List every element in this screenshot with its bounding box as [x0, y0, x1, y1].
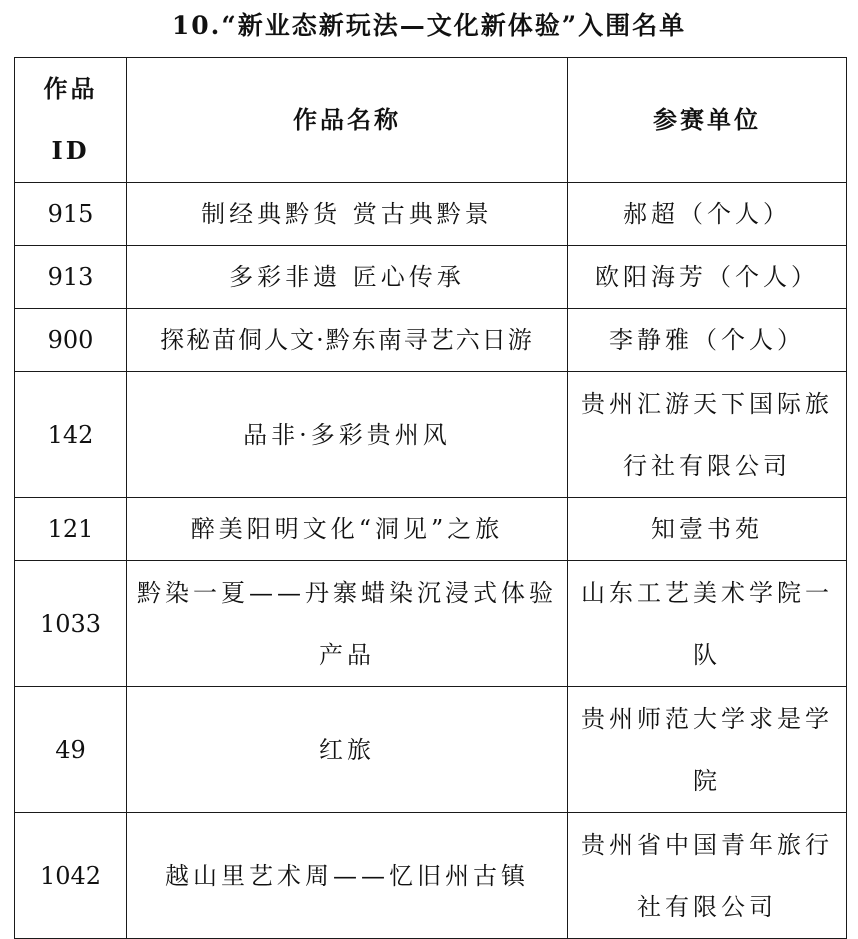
cell-work-id: 1042	[15, 813, 127, 939]
cell-work-name: 多彩非遗 匠心传承	[127, 246, 568, 309]
table-row	[15, 372, 847, 498]
table-row	[15, 246, 847, 309]
cell-work-name: 越山里艺术周——忆旧州古镇	[127, 813, 568, 939]
cell-work-name: 黔染一夏——丹寨蜡染沉浸式体验产品	[127, 561, 568, 687]
cell-work-name: 制经典黔货 赏古典黔景	[127, 183, 568, 246]
table-row	[15, 687, 847, 813]
cell-work-name: 品非·多彩贵州风	[127, 372, 568, 498]
cell-work-id: 915	[15, 183, 127, 246]
cell-entrant-unit: 郝超（个人）	[568, 183, 847, 246]
cell-work-name: 探秘苗侗人文·黔东南寻艺六日游	[127, 309, 568, 372]
table-row	[15, 498, 847, 561]
table-row	[15, 309, 847, 372]
cell-work-id: 121	[15, 498, 127, 561]
table-row	[15, 183, 847, 246]
cell-work-name: 红旅	[127, 687, 568, 813]
cell-entrant-unit: 知壹书苑	[568, 498, 847, 561]
table-header-row	[15, 58, 847, 183]
shortlist-table	[14, 57, 847, 939]
cell-work-name: 醉美阳明文化“洞见”之旅	[127, 498, 568, 561]
cell-work-id: 1033	[15, 561, 127, 687]
header-work-name: 作品名称	[127, 58, 568, 183]
table-row	[15, 813, 847, 939]
header-entrant-unit: 参赛单位	[568, 58, 847, 183]
cell-entrant-unit: 李静雅（个人）	[568, 309, 847, 372]
cell-entrant-unit: 欧阳海芳（个人）	[568, 246, 847, 309]
cell-entrant-unit: 贵州汇游天下国际旅行社有限公司	[568, 372, 847, 498]
cell-work-id: 900	[15, 309, 127, 372]
cell-entrant-unit: 贵州省中国青年旅行社有限公司	[568, 813, 847, 939]
cell-work-id: 142	[15, 372, 127, 498]
page-title: 10.“新业态新玩法—文化新体验”入围名单	[171, 11, 687, 40]
table-row	[15, 561, 847, 687]
cell-work-id: 49	[15, 687, 127, 813]
cell-work-id: 913	[15, 246, 127, 309]
cell-entrant-unit: 山东工艺美术学院一队	[568, 561, 847, 687]
cell-entrant-unit: 贵州师范大学求是学院	[568, 687, 847, 813]
header-work-id: 作品 ID	[15, 58, 127, 183]
